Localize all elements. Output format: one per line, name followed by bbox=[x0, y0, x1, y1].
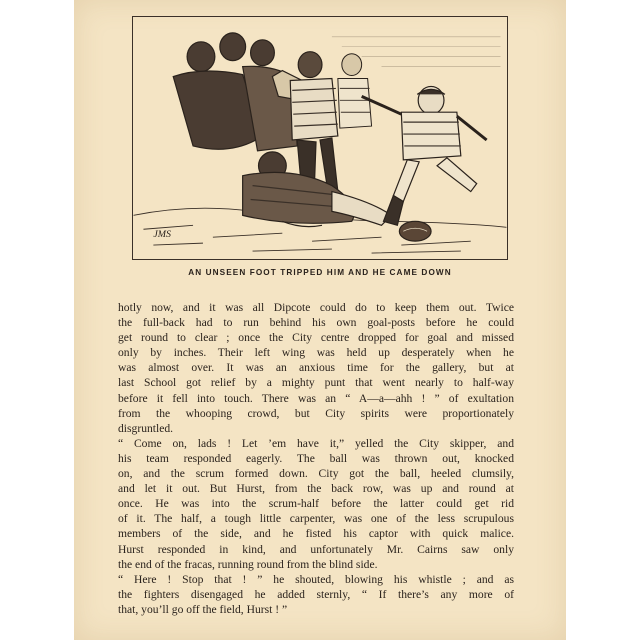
text-line: “ Come on, lads ! Let ’em have it,” yelled the City skipper, and bbox=[118, 436, 514, 450]
text-line: Hurst responded in kind, and unfortunately Mr. Cairns saw only bbox=[118, 542, 514, 556]
text-line: that, you’ll go off the field, Hurst ! ” bbox=[118, 602, 288, 616]
text-line: of it. The half, a tough little carpenter, was one of the less scrupulous bbox=[118, 512, 514, 526]
text-line: before it fell into touch. There was an “ A—a—ahh ! ” of exultation bbox=[118, 391, 514, 405]
text-line: last School got relief by a mighty punt that went nearly to half-way bbox=[118, 376, 514, 390]
illustration-drawing bbox=[133, 17, 507, 259]
text-line: disgruntled. bbox=[118, 421, 174, 435]
story-text bbox=[118, 300, 514, 617]
text-line: “ Here ! Stop that ! ” he shouted, blowing his whistle ; and as bbox=[118, 572, 514, 586]
text-line: the end of the fracas, running round from the blind side. bbox=[118, 557, 378, 571]
text-line: on, and the scrum formed down. City got the ball, heeled clumsily, bbox=[118, 467, 514, 481]
text-line: and let it out. But Hurst, from the back row, was up and round at bbox=[118, 482, 514, 496]
illustration-caption: AN UNSEEN FOOT TRIPPED HIM AND HE CAME DOWN bbox=[188, 268, 452, 277]
text-line: from the whooping crowd, but City spirits were proportionately bbox=[118, 406, 514, 420]
text-line: members of the side, and he fisted his captor with quick malice. bbox=[118, 527, 514, 541]
book-page bbox=[74, 0, 566, 640]
text-line: hotly now, and it was all Dipcote could do to keep them out. Twice bbox=[118, 301, 514, 314]
text-line: the full-back had to run behind his own goal-posts before he could bbox=[118, 316, 514, 330]
text-line: was almost over. It was an anxious time for the gallery, but at bbox=[118, 361, 514, 375]
artist-signature: JMS bbox=[153, 229, 171, 241]
text-line: his team responded eagerly. The ball was thrown out, knocked bbox=[118, 451, 514, 465]
text-line: the fighters disengaged he added sternly, “ If there’s any more of bbox=[118, 587, 514, 601]
text-line: only by inches. Their left wing was held up desperately when he bbox=[118, 346, 514, 360]
rugby-illustration bbox=[132, 16, 508, 260]
text-line: get round to clear ; once the City centre dropped for goal and missed bbox=[118, 331, 514, 345]
text-line: once. He was into the scrum-half before the latter could get rid bbox=[118, 497, 514, 511]
